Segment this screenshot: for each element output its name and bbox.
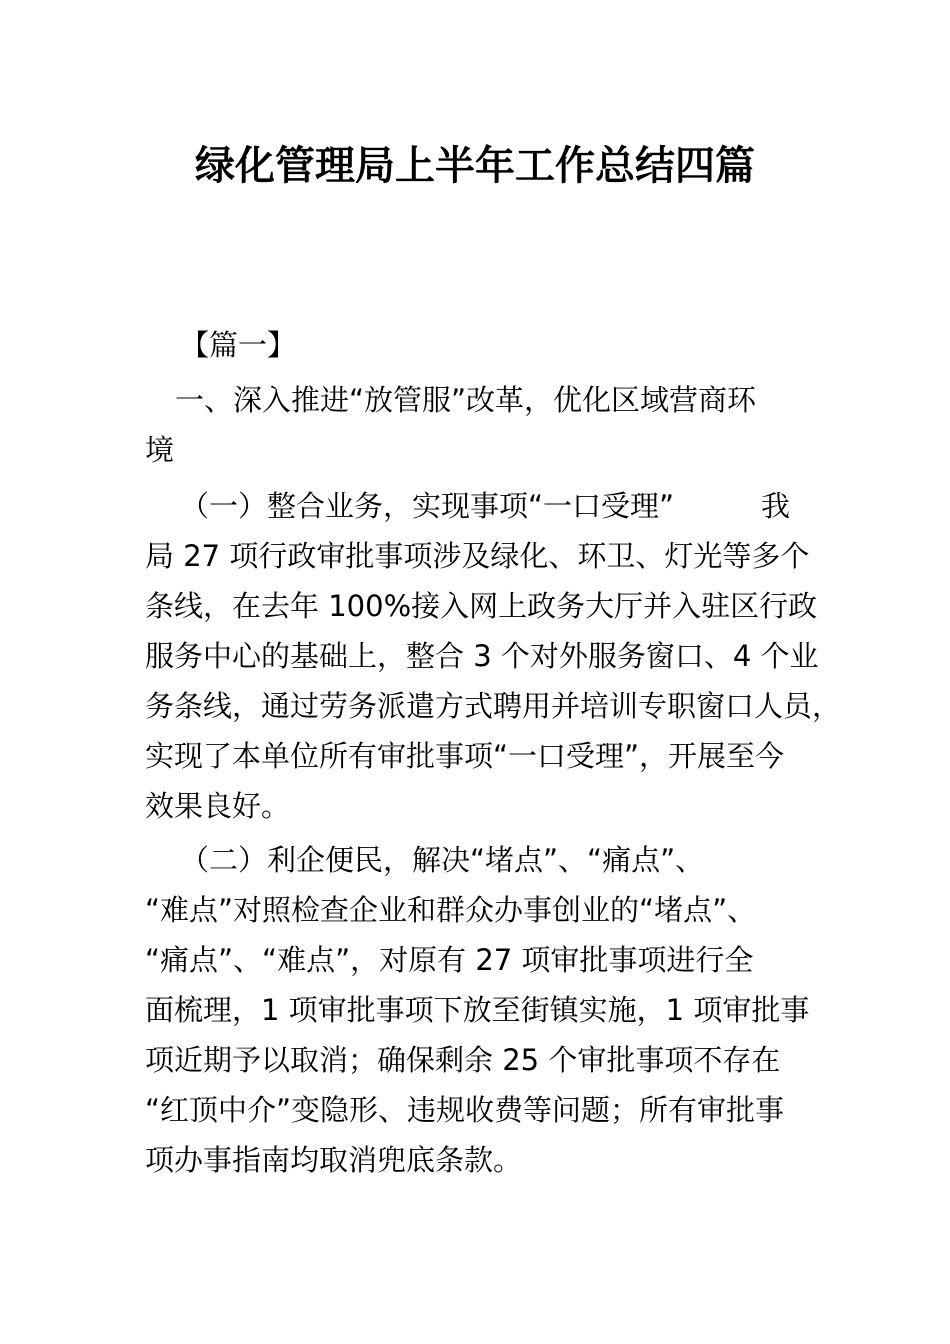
heading-line: 境 [145, 433, 175, 467]
paragraph-line: 务条线，通过劳务派遣方式聘用并培训专职窗口人员， [145, 689, 842, 723]
section-heading: 【篇一】 [180, 328, 297, 362]
paragraph-line: 面梳理，1 项审批事项下放至街镇实施，1 项审批事 [145, 993, 810, 1027]
document-title: 绿化管理局上半年工作总结四篇 [195, 143, 755, 189]
paragraph-line: 项办事指南均取消兜底条款。 [145, 1143, 523, 1177]
paragraph-line: 项近期予以取消；确保剩余 25 个审批事项不存在 [145, 1043, 781, 1077]
paragraph-line: 服务中心的基础上，整合 3 个对外服务窗口、4 个业 [145, 639, 819, 673]
paragraph-line: “难点”对照检查企业和群众办事创业的“堵点”、 [145, 893, 757, 927]
paragraph-line: 条线，在去年 100%接入网上政务大厅并入驻区行政 [145, 589, 818, 623]
paragraph-line: 效果良好。 [145, 789, 291, 823]
subheading-line: （二）利企便民，解决“堵点”、“痛点”、 [180, 843, 705, 877]
paragraph-line: 局 27 项行政审批事项涉及绿化、环卫、灯光等多个 [145, 539, 810, 573]
heading-line: 一、深入推进“放管服”改革，优化区域营商环 [175, 383, 757, 417]
subheading-line: （一）整合业务，实现事项“一口受理” 我 [180, 489, 791, 523]
paragraph-line: “红顶中介”变隐形、违规收费等问题；所有审批事 [145, 1093, 785, 1127]
paragraph-line: 实现了本单位所有审批事项“一口受理”，开展至今 [145, 739, 785, 773]
paragraph-line: “痛点”、“难点”，对原有 27 项审批事项进行全 [145, 943, 754, 977]
